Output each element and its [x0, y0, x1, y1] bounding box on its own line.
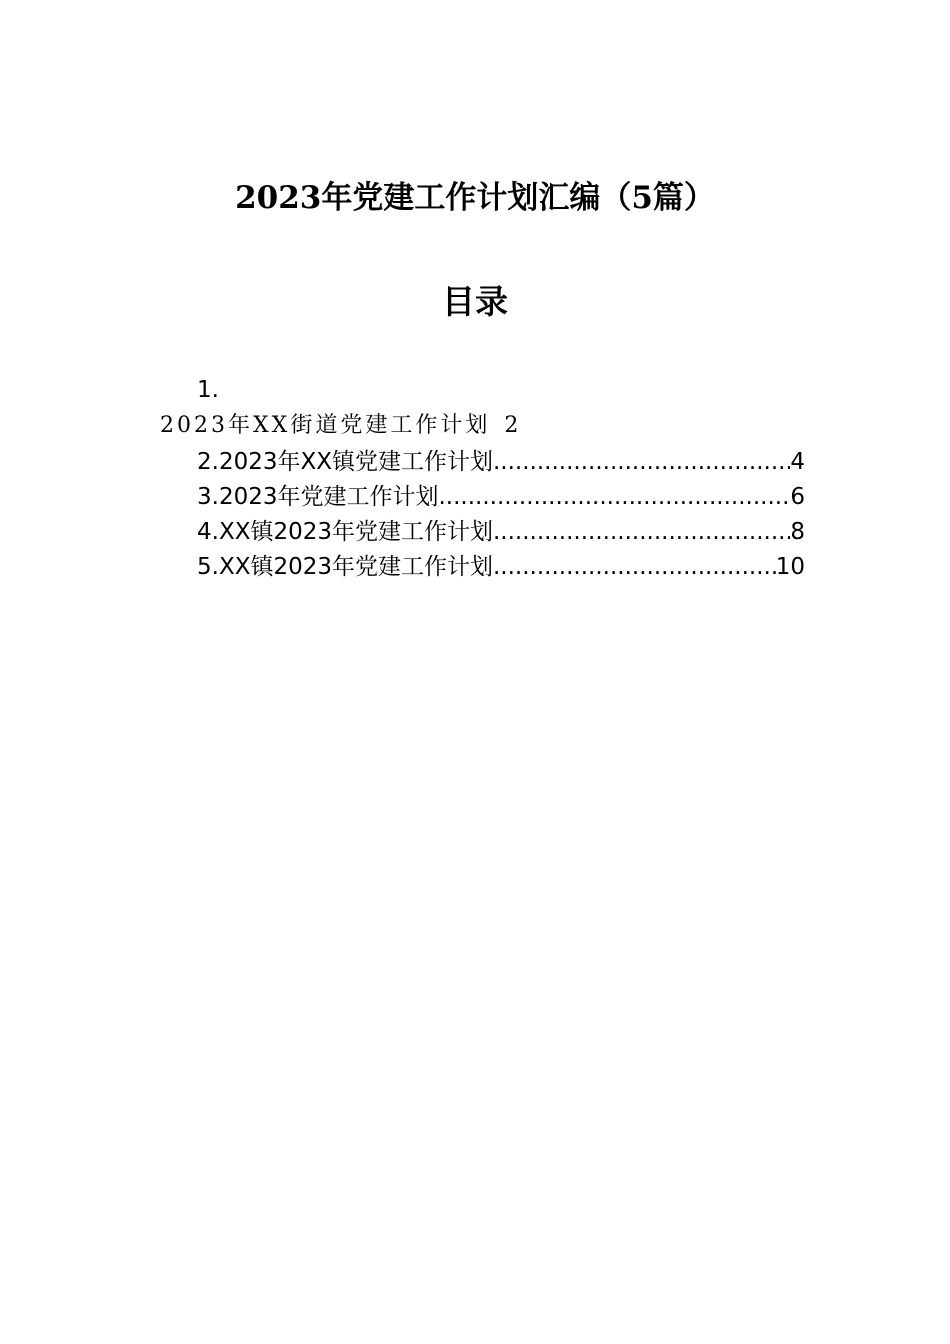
toc-entry-1-number[interactable]: 1. — [197, 377, 219, 403]
toc-entry-page: 10 — [775, 554, 805, 580]
toc-heading: 目录 — [442, 282, 508, 321]
toc-entry-1-text: 2023年XX街道党建工作计划 — [160, 413, 491, 438]
toc-entry-1-page: 2 — [504, 413, 519, 438]
toc-entry-page: 6 — [790, 484, 805, 510]
toc-entry-text: 5.XX镇2023年党建工作计划 — [197, 554, 493, 580]
document-title: 2023年党建工作计划汇编（5篇） — [235, 180, 715, 216]
toc-entry-2[interactable] — [197, 445, 805, 480]
toc-entry-page: 8 — [790, 519, 805, 545]
toc-dot-leader — [493, 445, 790, 480]
toc-entry-text: 3.2023年党建工作计划 — [197, 484, 439, 510]
toc-dot-leader — [493, 550, 776, 585]
toc-entry-4[interactable] — [197, 515, 805, 550]
toc-dot-leader — [493, 515, 790, 550]
toc-dot-leader — [438, 480, 790, 515]
toc-entry-text: 2.2023年XX镇党建工作计划 — [197, 449, 493, 475]
toc-entry-1[interactable] — [160, 410, 518, 442]
toc-entry-text: 4.XX镇2023年党建工作计划 — [197, 519, 493, 545]
toc-entry-page: 4 — [790, 449, 805, 475]
toc-entry-3[interactable] — [197, 480, 805, 515]
toc-entry-5[interactable] — [197, 550, 805, 585]
toc-list — [197, 445, 805, 585]
